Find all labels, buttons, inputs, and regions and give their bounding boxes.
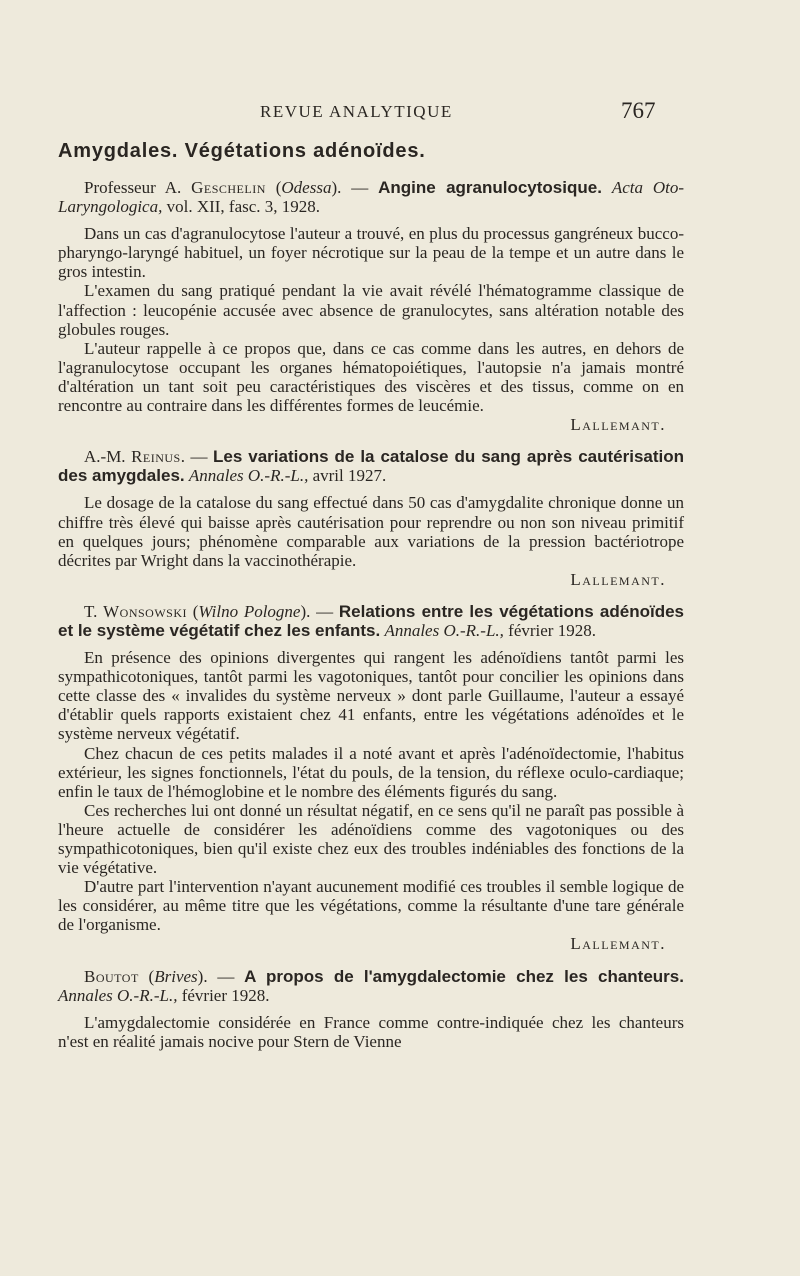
article-body	[58, 178, 684, 1051]
paragraph: Dans un cas d'agranulocytose l'auteur a trouvé, en plus du processus gangréneux bucco-pharyngo-laryngé habituel, un foyer nécrotique sur la peau de la tempe et un autre dans le gros intestin.	[58, 224, 684, 282]
article-boutot	[58, 967, 684, 1051]
article-citation: Professeur A. Geschelin (Odessa). — Angine agranulocytosique. Acta Oto-Laryngologica, vol. XII, fasc. 3, 1928.	[58, 178, 684, 217]
paragraph: Le dosage de la catalose du sang effectué dans 50 cas d'amygdalite chronique donne un chiffre très élevé qui baisse après cautérisation pour reprendre ou non son niveau primitif en quelques jours; phénomène comparable aux variations de la pression bactériotrope décrites par Wright dans la vaccinothérapie.	[58, 493, 684, 570]
article-title: Les variations de la catalose du sang après cautérisation des amygdales.	[58, 447, 685, 486]
journal-name: Annales O.-R.-L.,	[188, 466, 309, 486]
author-name: Boutot	[84, 966, 139, 986]
article-wonsowski	[58, 602, 684, 954]
author-location: Brives	[154, 966, 198, 986]
article-title: Relations entre les végétations adénoïdes et le système végétatif chez les enfants.	[58, 601, 684, 640]
author-initial: A.-M.	[84, 447, 132, 467]
article-geschelin	[58, 178, 684, 434]
author-name: Reinus	[131, 447, 181, 467]
author-initial: Professeur A.	[84, 178, 192, 197]
running-title: REVUE ANALYTIQUE	[260, 102, 453, 121]
author-separator: . —	[180, 447, 213, 467]
signature: Lallemant.	[570, 934, 666, 954]
citation-details: février 1928.	[177, 985, 270, 1005]
paragraph: En présence des opinions divergentes qui rangent les adénoïdiens tantôt parmi les sympathicotoniques, tantôt parmi les vagotoniques, tantôt pour concilier les opinions dans cette classe des « invalides du système nerveux » dont parle Guillaume, l'auteur a essayé d'établir quels rapports existaient chez 41 enfants, entre les végétations adénoïdes et le système nerveux végétatif.	[58, 648, 684, 744]
author-name: Wonsowski	[103, 601, 188, 621]
author-location: Wilno Pologne	[198, 601, 301, 621]
page-header	[0, 98, 800, 128]
page-number: 767	[621, 98, 656, 123]
article-citation: T. Wonsowski (Wilno Pologne). — Relations entre les végétations adénoïdes et le système végétatif chez les enfants. Annales O.-R.-L., février 1928.	[58, 601, 684, 640]
section-heading: Amygdales. Végétations adénoïdes.	[58, 140, 426, 162]
article-citation: Boutot (Brives). — A propos de l'amygdalectomie chez les chanteurs. Annales O.-R.-L., février 1928.	[58, 966, 684, 1005]
signature: Lallemant.	[570, 569, 666, 589]
signature: Lallemant.	[570, 415, 666, 435]
article-citation	[58, 447, 684, 485]
journal-name: Annales O.-R.-L.,	[384, 620, 504, 640]
citation-details: avril 1927.	[308, 466, 387, 486]
journal-name: Annales O.-R.-L.,	[58, 985, 178, 1005]
author-name: Geschelin	[191, 178, 266, 197]
paragraph: L'amygdalectomie considérée en France comme contre-indiquée chez les chanteurs n'est en réalité jamais nocive pour Stern de Vienne	[58, 1012, 684, 1051]
paragraph: Ces recherches lui ont donné un résultat négatif, en ce sens qu'il ne paraît pas possible à l'heure actuelle de considérer les adénoïdiens comme des vagotoniques ou des sympathicotoniques, bien qu'il existe chez eux des troubles indéniables des fonctions de la vie végétative.	[58, 800, 684, 878]
paragraph: D'autre part l'intervention n'ayant aucunement modifié ces troubles il semble logique de les considérer, au même titre que les végétations, comme la résultante d'une tare générale de l'organisme.	[58, 877, 684, 935]
article-reinus	[58, 447, 684, 589]
article-title: A propos de l'amygdalectomie chez les chanteurs.	[244, 966, 684, 986]
citation-details: février 1928.	[503, 620, 596, 640]
paragraph: L'auteur rappelle à ce propos que, dans ce cas comme dans les autres, en dehors de l'agranulocytose occupant les organes hématopoiétiques, l'autopsie n'a jamais montré d'altération un tant soit peu caractéristiques des viscères et des tissus, comme on en rencontre au contraire dans les différentes formes de leucémie.	[58, 338, 684, 416]
citation-details: vol. XII, fasc. 3, 1928.	[162, 197, 321, 217]
article-title: Angine agranulocytosique.	[378, 178, 602, 197]
paragraph: Chez chacun de ces petits malades il a noté avant et après l'adénoïdectomie, l'habitus extérieur, les signes fonctionnels, l'état du pouls, de la tension, du réflexe oculo-cardiaque; enfin le taux de l'hémoglobine et le nombre des éléments figurés du sang.	[58, 743, 684, 801]
author-location: Odessa	[281, 178, 332, 197]
journal-name: Acta Oto-Laryngologica,	[58, 178, 684, 217]
paragraph: L'examen du sang pratiqué pendant la vie avait révélé l'hématogramme classique de l'affection : leucopénie accusée avec absence de granulocytes, sans altération notable des globules rouges.	[58, 281, 684, 339]
author-initial: T.	[84, 601, 104, 621]
